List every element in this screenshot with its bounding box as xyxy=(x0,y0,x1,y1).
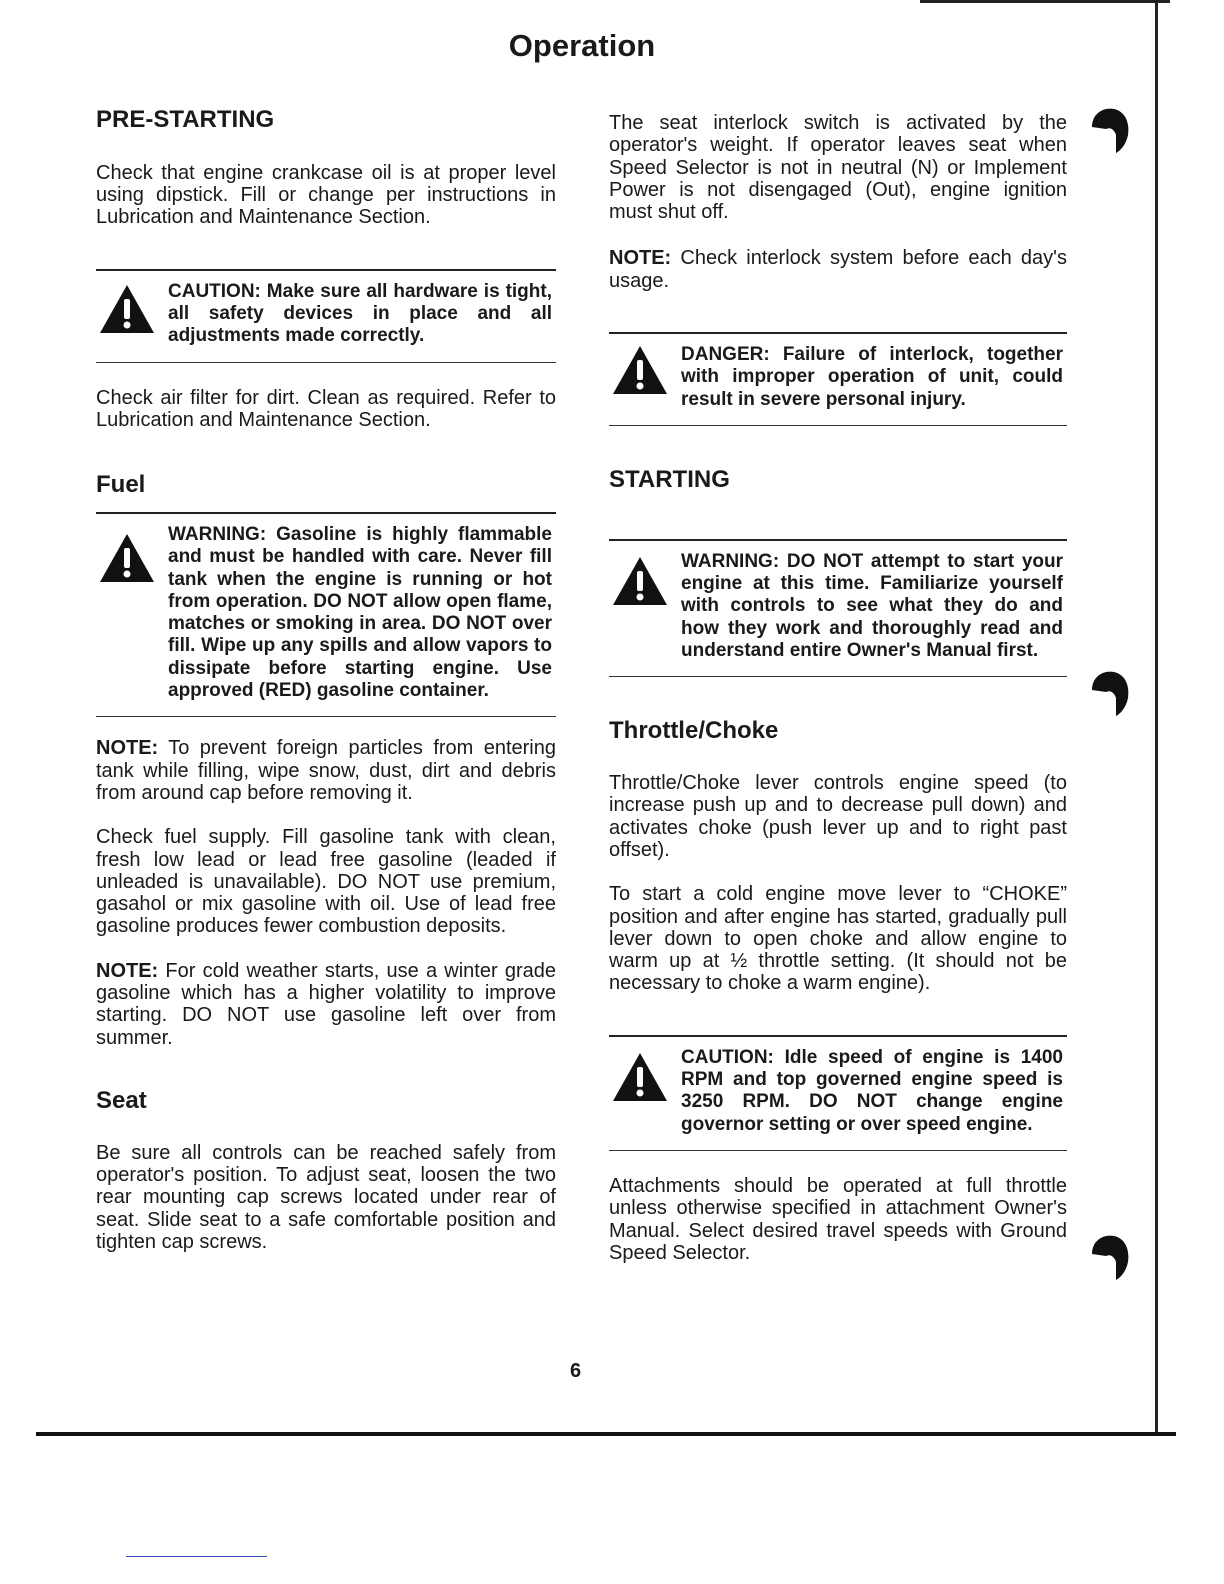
bottom-edge-rule xyxy=(36,1432,1176,1436)
caution-text-hardware: CAUTION: Make sure all hardware is tight, all safety devices in place and all adjustments made correctly. xyxy=(168,280,552,347)
caution-box-idle-speed xyxy=(609,1035,1067,1151)
seat-paragraph-adjust: Be sure all controls can be reached safely from operator's position. To adjust seat, loosen the two rear mounting cap screws located under rear of seat. Slide seat to a safe comfortable position and tighten cap screws. xyxy=(96,1141,556,1253)
binder-hole-icon xyxy=(1088,1232,1132,1282)
fuel-note-foreign-particles xyxy=(96,737,556,804)
left-column xyxy=(96,100,556,1253)
prestarting-heading: PRE-STARTING xyxy=(96,106,275,133)
note-label: NOTE: xyxy=(609,247,672,270)
danger-text-interlock: DANGER: Failure of interlock, together with improper operation of unit, could result in severe personal injury. xyxy=(681,344,1063,410)
throttle-paragraph-cold-start: To start a cold engine move lever to “CHOKE” position and after engine has started, gradually pull lever down to open choke and allow engine to warm up at ½ throttle setting. (It should not be necessary to choke a warm engine). xyxy=(609,883,1067,995)
warning-box-start xyxy=(609,539,1067,677)
interlock-note xyxy=(609,247,1067,292)
fuel-paragraph-supply: Check fuel supply. Fill gasoline tank with clean, fresh low lead or lead free gasoline (leaded if unleaded is unavailable). DO NOT use premium, gasahol or mix gasoline with oil. Use of lead free gasoline produces fewer combustion deposits. xyxy=(96,826,556,938)
seat-heading: Seat xyxy=(96,1086,147,1114)
note-label: NOTE: xyxy=(96,959,159,982)
scan-artifact-line xyxy=(126,1556,267,1557)
fuel-heading: Fuel xyxy=(96,471,146,499)
note-label: NOTE: xyxy=(96,737,159,760)
prestarting-paragraph-air-filter: Check air filter for dirt. Clean as required. Refer to Lubrication and Maintenance Section. xyxy=(96,386,556,431)
caution-text-idle-speed: CAUTION: Idle speed of engine is 1400 RPM and top governed engine speed is 3250 RPM. DO NOT change engine governor setting or over speed engine. xyxy=(681,1046,1063,1135)
note-text: For cold weather starts, use a winter grade gasoline which has a higher volatility to improve starting. DO NOT use gasoline left over from summer. xyxy=(96,959,556,1049)
page-number: 6 xyxy=(570,1360,582,1382)
warning-text-gasoline: WARNING: Gasoline is highly flammable and must be handled with care. Never fill tank when the engine is running or hot from operation. DO NOT allow open flame, matches or smoking in area. DO NOT over fill. Wipe up any spills and allow vapors to dissipate before starting engine. Use approved (RED) gasoline container. xyxy=(168,523,552,702)
fuel-note-cold-weather xyxy=(96,960,556,1049)
warning-triangle-icon xyxy=(611,555,669,607)
starting-heading: STARTING xyxy=(609,465,730,493)
throttle-paragraph-controls: Throttle/Choke lever controls engine speed (to increase push up and to decrease pull down) and activates choke (push lever up and to right past offset). xyxy=(609,772,1067,861)
warning-triangle-icon xyxy=(98,532,156,584)
attachments-paragraph: Attachments should be operated at full throttle unless otherwise specified in attachment Owner's Manual. Select desired travel speeds with Ground Speed Selector. xyxy=(609,1174,1067,1264)
warning-triangle-icon xyxy=(611,344,669,396)
right-edge-rule xyxy=(1155,0,1158,1436)
warning-triangle-icon xyxy=(611,1051,669,1103)
warning-box-gasoline xyxy=(96,512,556,717)
note-text: To prevent foreign particles from entering tank while filling, wipe snow, dust, dirt and debris from around cap before removing it. xyxy=(96,737,556,804)
warning-triangle-icon xyxy=(98,283,156,335)
note-text: Check interlock system before each day's usage. xyxy=(609,247,1067,292)
caution-box-hardware xyxy=(96,269,556,363)
binder-hole-icon xyxy=(1088,668,1132,718)
prestarting-paragraph-oil: Check that engine crankcase oil is at proper level using dipstick. Fill or change per instructions in Lubrication and Maintenance Section. xyxy=(96,161,556,229)
top-edge-rule xyxy=(920,0,1170,3)
throttle-choke-heading: Throttle/Choke xyxy=(609,717,779,745)
right-column xyxy=(609,100,1067,1264)
binder-hole-icon xyxy=(1088,105,1132,155)
seat-interlock-paragraph: The seat interlock switch is activated by the operator's weight. If operator leaves seat when Speed Selector is not in neutral (N) or Implement Power is not disengaged (Out), engine ignition must shut off. xyxy=(609,112,1067,224)
page-title: Operation xyxy=(508,28,656,63)
warning-text-start: WARNING: DO NOT attempt to start your engine at this time. Familiarize yourself with controls to see what they do and how they work and thoroughly read and understand entire Owner's Manual first. xyxy=(681,550,1063,661)
danger-box-interlock xyxy=(609,332,1067,426)
